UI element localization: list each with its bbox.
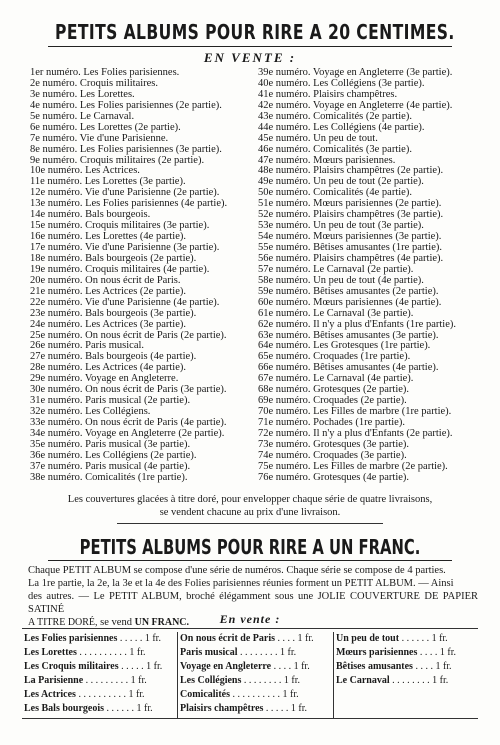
- list-item: 5e numéro. Le Carnaval.: [30, 111, 135, 122]
- price-row: Comicalités . . . . . . . . . . 1 fr.: [180, 689, 299, 700]
- list-item: 22e numéro. Vie d'une Parisienne (4e partie).: [30, 297, 220, 308]
- price-row: Les Bals bourgeois . . . . . . 1 fr.: [24, 703, 153, 714]
- list-item: 47e numéro. Mœurs parisiennes.: [258, 155, 396, 166]
- page-title: PETITS ALBUMS POUR RIRE A 20 CENTIMES.: [55, 20, 455, 44]
- list-item: 73e numéro. Grotesques (3e partie).: [258, 439, 410, 450]
- list-item: 31e numéro. Paris musical (2e partie).: [30, 396, 191, 407]
- en-vente-heading-2: En vente :: [219, 612, 281, 626]
- price-text: UN FRANC.: [134, 617, 190, 628]
- list-item: 61e numéro. Le Carnaval (3e partie).: [258, 308, 414, 319]
- list-item: 58e numéro. Un peu de tout (4e partie).: [258, 275, 424, 286]
- list-item: 44e numéro. Les Collégiens (4e partie).: [258, 122, 425, 133]
- list-item: 62e numéro. Il n'y a plus d'Enfants (1re partie).: [258, 319, 456, 330]
- price-row: Un peu de tout . . . . . . 1 fr.: [336, 633, 448, 644]
- list-item: 65e numéro. Croquades (1re partie).: [258, 352, 411, 363]
- list-item: 41e numéro. Plaisirs champêtres.: [258, 89, 398, 100]
- title-divider: [48, 46, 452, 47]
- list-item: 11e numéro. Les Lorettes (3e partie).: [30, 177, 186, 188]
- list-item: 17e numéro. Vie d'une Parisienne (3e partie).: [30, 243, 220, 253]
- price-row: Paris musical . . . . . . . . 1 fr.: [180, 647, 297, 658]
- list-item: 34e numéro. Voyage en Angleterre (2e partie).: [30, 428, 225, 439]
- price-row: Mœurs parisiennes . . . . 1 fr.: [336, 647, 457, 658]
- issue-list-right: [258, 68, 498, 484]
- list-item: 3e numéro. Les Lorettes.: [30, 89, 135, 100]
- covers-note: [0, 493, 500, 519]
- list-item: 7e numéro. Vie d'une Parisienne.: [30, 133, 169, 144]
- price-column-2: [178, 632, 334, 718]
- list-item: 14e numéro. Bals bourgeois.: [30, 210, 151, 221]
- list-item: 16e numéro. Les Lorettes (4e partie).: [30, 232, 186, 243]
- list-item: 71e numéro. Pochades (1re partie).: [258, 418, 405, 428]
- list-item: 19e numéro. Croquis militaires (4e partie).: [30, 264, 210, 275]
- list-item: 4e numéro. Les Folies parisiennes (2e partie).: [30, 100, 222, 111]
- price-row: Les Lorettes . . . . . . . . . . 1 fr.: [24, 647, 146, 658]
- list-item: 23e numéro. Bals bourgeois (3e partie).: [30, 308, 197, 319]
- list-item: 33e numéro. On nous écrit de Paris (4e partie).: [30, 418, 227, 428]
- covers-line-2: se vendent chacune au prix d'une livraison.: [159, 507, 341, 518]
- en-vente-heading: EN VENTE :: [203, 50, 297, 65]
- list-item: 64e numéro. Les Grotesques (1re partie).: [258, 341, 431, 352]
- price-row: On nous écrit de Paris . . . . 1 fr.: [180, 633, 314, 644]
- list-item: 30e numéro. On nous écrit de Paris (3e partie).: [30, 385, 227, 396]
- section-title-divider: [48, 560, 452, 561]
- list-item: 37e numéro. Paris musical (4e partie).: [30, 461, 191, 472]
- price-row: La Parisienne . . . . . . . . . 1 fr.: [24, 675, 147, 686]
- price-row: Les Folies parisiennes . . . . . 1 fr.: [24, 633, 161, 644]
- list-item: 74e numéro. Croquades (3e partie).: [258, 450, 407, 461]
- grid-bottom-rule: [22, 718, 478, 719]
- sale-text: se vend: [97, 617, 135, 628]
- list-item: 15e numéro. Croquis militaires (3e partie).: [30, 221, 210, 232]
- list-item: 53e numéro. Un peu de tout (3e partie).: [258, 221, 424, 232]
- cover-note: A TITRE DORÉ,: [28, 617, 98, 628]
- list-item: 40e numéro. Les Collégiens (3e partie).: [258, 78, 425, 89]
- list-item: 10e numéro. Les Actrices.: [30, 166, 140, 177]
- list-item: 46e numéro. Comicalités (3e partie).: [258, 144, 412, 155]
- section-title: PETITS ALBUMS POUR RIRE A UN FRANC.: [79, 535, 421, 559]
- list-item: 32e numéro. Les Collégiens.: [30, 407, 151, 418]
- price-grid: [22, 632, 478, 718]
- list-item: 67e numéro. Le Carnaval (4e partie).: [258, 374, 414, 385]
- list-item: 70e numéro. Les Filles de marbre (1re partie).: [258, 407, 452, 418]
- price-row: Les Collégiens . . . . . . . . 1 fr.: [180, 675, 300, 686]
- list-item: 57e numéro. Le Carnaval (2e partie).: [258, 264, 414, 275]
- list-item: 68e numéro. Grotesques (2e partie).: [258, 385, 410, 396]
- list-item: 76e numéro. Grotesques (4e partie).: [258, 472, 410, 483]
- list-item: 45e numéro. Un peu de tout.: [258, 133, 378, 144]
- list-item: 56e numéro. Plaisirs champêtres (4e partie).: [258, 253, 444, 264]
- list-item: 75e numéro. Les Filles de marbre (2e partie).: [258, 461, 448, 472]
- list-item: 12e numéro. Vie d'une Parisienne (2e partie).: [30, 188, 220, 199]
- list-item: 18e numéro. Bals bourgeois (2e partie).: [30, 253, 197, 264]
- price-column-3: [334, 632, 478, 718]
- list-item: 6e numéro. Les Lorettes (2e partie).: [30, 122, 181, 133]
- list-item: 69e numéro. Croquades (2e partie).: [258, 396, 407, 407]
- list-item: 38e numéro. Comicalités (1re partie).: [30, 472, 188, 483]
- para-line-3: des autres. — Le PETIT ALBUM, broché élégamment sous une JOLIE COUVERTURE DE PAPIER SATINÉ: [28, 591, 478, 615]
- covers-line-1: Les couvertures glacées à titre doré, pour envelopper chaque série de quatre livraisons,: [67, 494, 433, 505]
- list-item: 42e numéro. Voyage en Angleterre (4e partie).: [258, 100, 453, 111]
- list-item: 59e numéro. Bêtises amusantes (2e partie).: [258, 286, 439, 297]
- list-item: 26e numéro. Paris musical.: [30, 341, 145, 352]
- section-divider: [117, 523, 383, 524]
- list-item: 25e numéro. On nous écrit de Paris (2e partie).: [30, 330, 227, 341]
- list-item: 60e numéro. Mœurs parisiennes (4e partie).: [258, 297, 442, 308]
- list-item: 24e numéro. Les Actrices (3e partie).: [30, 319, 186, 330]
- price-row: Plaisirs champêtres . . . . . 1 fr.: [180, 703, 308, 714]
- list-item: 28e numéro. Les Actrices (4e partie).: [30, 363, 186, 374]
- list-item: 72e numéro. Il n'y a plus d'Enfants (2e partie).: [258, 428, 453, 439]
- list-item: 13e numéro. Les Folies parisiennes (4e partie).: [30, 199, 228, 210]
- price-row: Le Carnaval . . . . . . . . 1 fr.: [336, 675, 449, 686]
- para-line-1: Chaque PETIT ALBUM se compose d'une série de numéros. Chaque série se compose de 4 parties.: [28, 565, 446, 576]
- list-item: 54e numéro. Mœurs parisiennes (3e partie).: [258, 232, 442, 243]
- list-item: 36e numéro. Les Collégiens (2e partie).: [30, 450, 197, 461]
- list-item: 55e numéro. Bêtises amusantes (1re partie).: [258, 243, 442, 253]
- price-column-1: [22, 632, 178, 718]
- para-line-2: La 1re partie, la 2e, la 3e et la 4e des Folies parisiennes réunies forment un PETIT ALBUM. — Ainsi: [28, 578, 454, 589]
- price-row: Bêtises amusantes . . . . 1 fr.: [336, 661, 452, 672]
- list-item: 21e numéro. Les Actrices (2e partie).: [30, 286, 186, 297]
- list-item: 39e numéro. Voyage en Angleterre (3e partie).: [258, 68, 453, 78]
- list-item: 20e numéro. On nous écrit de Paris.: [30, 275, 181, 286]
- issue-list-left: [30, 68, 255, 484]
- list-item: 27e numéro. Bals bourgeois (4e partie).: [30, 352, 197, 363]
- list-item: 2e numéro. Croquis militaires.: [30, 78, 159, 89]
- list-item: 29e numéro. Voyage en Angleterre.: [30, 374, 179, 385]
- list-item: 66e numéro. Bêtises amusantes (4e partie).: [258, 363, 439, 374]
- list-item: 43e numéro. Comicalités (2e partie).: [258, 111, 412, 122]
- list-item: 35e numéro. Paris musical (3e partie).: [30, 439, 191, 450]
- list-item: 50e numéro. Comicalités (4e partie).: [258, 188, 412, 199]
- list-item: 52e numéro. Plaisirs champêtres (3e partie).: [258, 210, 444, 221]
- price-row: Les Croquis militaires . . . . . 1 fr.: [24, 661, 163, 672]
- list-item: 51e numéro. Mœurs parisiennes (2e partie).: [258, 199, 442, 210]
- list-item: 63e numéro. Bêtises amusantes (3e partie).: [258, 330, 439, 341]
- price-row: Voyage en Angleterre . . . . 1 fr.: [180, 661, 310, 672]
- list-item: 9e numéro. Croquis militaires (2e partie).: [30, 155, 205, 166]
- list-item: 49e numéro. Un peu de tout (2e partie).: [258, 177, 424, 188]
- list-item: 8e numéro. Les Folies parisiennes (3e partie).: [30, 144, 222, 155]
- list-item: 1er numéro. Les Folies parisiennes.: [30, 68, 180, 78]
- price-row: Les Actrices . . . . . . . . . . 1 fr.: [24, 689, 145, 700]
- list-item: 48e numéro. Plaisirs champêtres (2e partie).: [258, 166, 444, 177]
- grid-top-rule: [22, 628, 478, 629]
